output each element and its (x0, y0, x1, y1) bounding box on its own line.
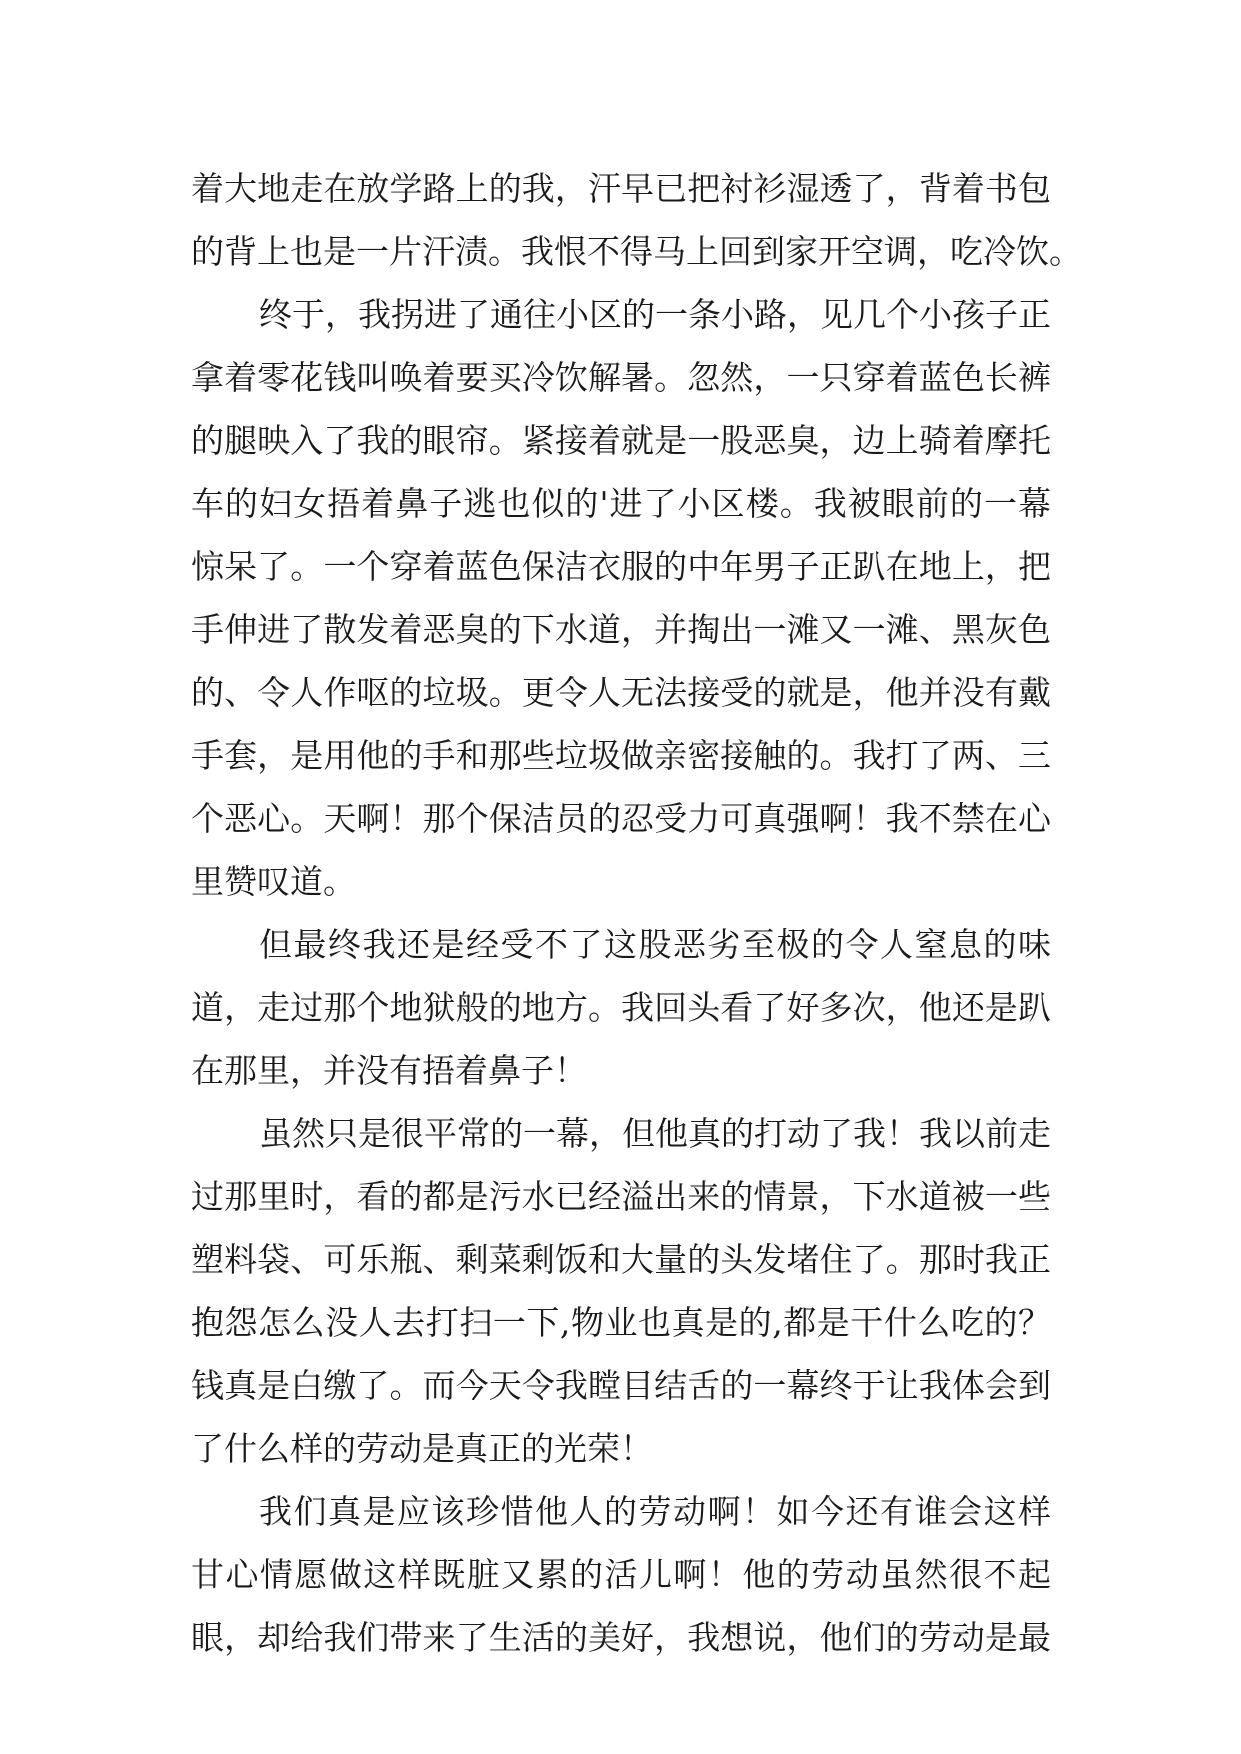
text-line: 手套，是用他的手和那些垃圾做亲密接触的。我打了两、三 (191, 736, 1051, 775)
text-line: 拿着零花钱叫唤着要买冷饮解暑。忽然，一只穿着蓝色长裤 (191, 358, 1051, 397)
text-line: 的背上也是一片汗渍。我恨不得马上回到家开空调，吃冷饮。 (191, 232, 1082, 271)
paragraph-first-line: 终于，我拐进了通往小区的一条小路，见几个小孩子正 (259, 295, 1051, 334)
text-line: 车的妇女捂着鼻子逃也似的'进了小区楼。我被眼前的一幕 (191, 484, 1051, 523)
body-text (191, 157, 1082, 1669)
text-line: 手伸进了散发着恶臭的下水道，并掏出一滩又一滩、黑灰色 (191, 610, 1051, 649)
text-line: 甘心情愿做这样既脏又累的活儿啊！他的劳动虽然很不起 (191, 1555, 1051, 1594)
text-line: 着大地走在放学路上的我，汗早已把衬衫湿透了，背着书包 (191, 169, 1051, 208)
paragraph-first-line: 但最终我还是经受不了这股恶劣至极的令人窒息的味 (259, 925, 1051, 964)
text-line: 的、令人作呕的垃圾。更令人无法接受的就是，他并没有戴 (191, 673, 1051, 712)
text-line: 在那里，并没有捂着鼻子！ (191, 1051, 587, 1090)
paragraph-first-line: 我们真是应该珍惜他人的劳动啊！如今还有谁会这样 (259, 1492, 1051, 1531)
text-line: 道，走过那个地狱般的地方。我回头看了好多次，他还是趴 (191, 988, 1051, 1027)
text-line: 钱真是白缴了。而今天令我瞠目结舌的一幕终于让我体会到 (191, 1366, 1051, 1405)
text-line: 抱怨怎么没人去打扫一下,物业也真是的,都是干什么吃的？ (191, 1303, 1051, 1342)
text-line: 的腿映入了我的眼帘。紧接着就是一股恶臭，边上骑着摩托 (191, 421, 1051, 460)
text-line: 塑料袋、可乐瓶、剩菜剩饭和大量的头发堵住了。那时我正 (191, 1240, 1051, 1279)
text-line: 惊呆了。一个穿着蓝色保洁衣服的中年男子正趴在地上，把 (191, 547, 1051, 586)
text-line: 个恶心。天啊！那个保洁员的忍受力可真强啊！我不禁在心 (191, 799, 1051, 838)
text-line: 眼，却给我们带来了生活的美好，我想说，他们的劳动是最 (191, 1618, 1051, 1657)
text-line: 里赞叹道。 (191, 862, 356, 901)
text-line: 了什么样的劳动是真正的光荣！ (191, 1429, 653, 1468)
text-line: 过那里时，看的都是污水已经溢出来的情景，下水道被一些 (191, 1177, 1051, 1216)
paragraph-first-line: 虽然只是很平常的一幕，但他真的打动了我！我以前走 (259, 1114, 1051, 1153)
